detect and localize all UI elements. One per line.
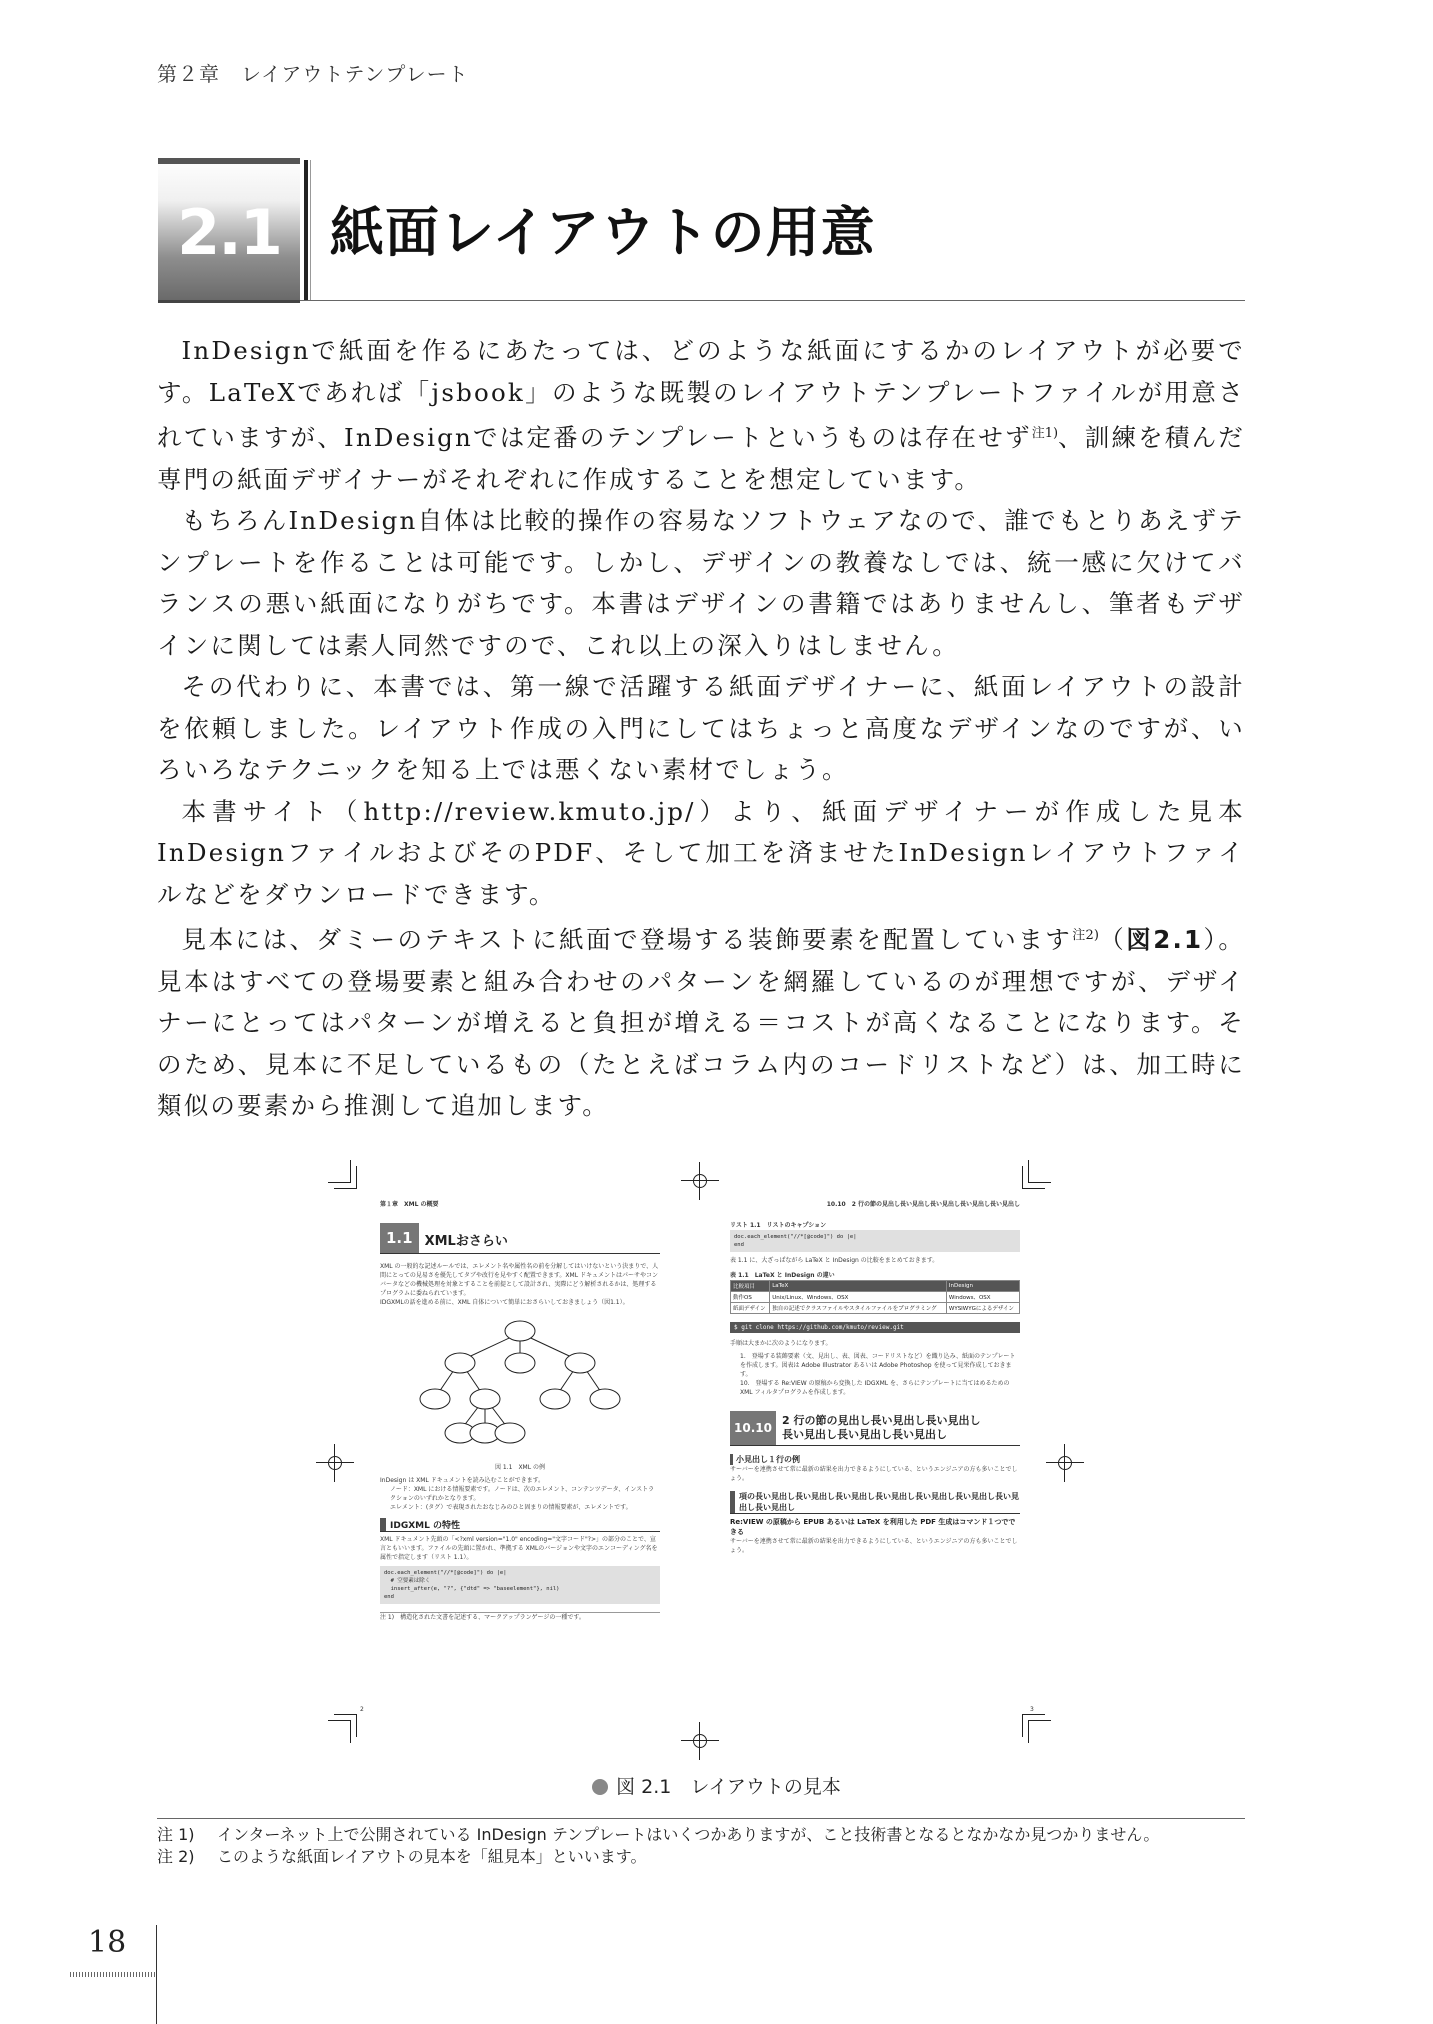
section-number-box [158,158,300,300]
right-running-head: 10.10 2 行の節の見出し長い見出し長い見出し長い見出し長い見出し [826,1201,1020,1208]
left-footnote: 注 1) 構造化された文書を記述する、マークアップランゲージの一種です。 [380,1612,660,1622]
footnotes [157,1824,1159,1868]
right-sub-rule [730,1513,1020,1514]
paragraph-1-text-b: 、訓練を積んだ専門の紙面デザイナーがそれぞれに作成することを想定しています。 [157,423,1245,494]
left-running-head: 第１章 XML の概要 [380,1201,439,1208]
sample-page-left [360,1200,660,1713]
right-sub-heading-2: 項の長い見出し長い見出し長い見出し長い見出し長い見出し長い見出し長い見出し長い見出し [730,1491,1020,1513]
right-list-caption: リスト 1.1 リストのキャプション [730,1222,827,1229]
registration-mark-right [1052,1450,1078,1476]
right-sub-heading-3: Re:VIEW の原稿から EPUB あるいは LaTeX を利用した PDF 生成はコマンド１つでできる [730,1518,1016,1536]
right-command-bar: $ git clone https://github.com/kmuto/review.git [730,1322,1020,1333]
table-cell: 紙面デザイン [731,1303,770,1314]
table-cell: LaTeX [770,1281,947,1292]
running-head: 第２章 レイアウトテンプレート [157,62,469,86]
title-divider [304,160,308,300]
paragraph-4: 本書サイト（http://review.kmuto.jp/）より、紙面デザイナーが作成した見本InDesignファイルおよびそのPDF、そして加工を済ませたInDesignレイアウトファイルなどをダウンロードできます。 [157,796,1245,909]
crop-mark-bl-inner [334,1714,357,1737]
crop-mark-tl-inner [334,1166,357,1189]
right-section-title: 2 行の節の見出し長い見出し長い見出し 長い見出し長い見出し長い見出し [781,1414,981,1441]
left-figure-caption: 図 1.1 XML の例 [495,1464,545,1471]
right-step-intro: 手順は大まかに次のようになります。 [730,1340,832,1347]
right-code-block: doc.each_element("//*[@code]") do |e| end [730,1230,1020,1252]
table-row [731,1303,1020,1314]
title-underline-bold [158,300,300,303]
registration-mark-left [322,1450,348,1476]
footnote-2 [157,1846,1159,1868]
footnote-1 [157,1824,1159,1846]
table-row [731,1292,1020,1303]
left-paragraph: XML の一般的な記述ルールでは、エレメント名や属性名の前を分解してはいけないという決まりで、人間にとっての見易さを優先してタブや改行を見やすく配置できます。XML ドキュメントはパーサやコンバータなどの機械処理を対象とすることを前提として設計され、実際にどう解析されるかは、処理するプログラムに委ねられています。 [380,1263,659,1297]
right-sub-text-3: サーバーを連携させて常に最新の結果を出力できるようにしている、というエンジニアの方も多いことでしょう。 [730,1538,1018,1554]
left-section-title: XMLおさらい [424,1234,508,1249]
folio-rule [156,1925,157,2024]
section-title: 紙面レイアウトの用意 [330,201,876,264]
footnote-mark: 注 1) [157,1825,195,1844]
registration-mark-bottom [687,1728,713,1754]
left-folio: 2 [360,1706,364,1713]
left-bullet-2: エレメント：(タグ）で表現されたおなじみのひと固まりの情報要素が、エレメントです。 [390,1504,632,1511]
left-section-rule [380,1253,660,1254]
xml-tree-diagram [380,1313,660,1463]
paragraph-1 [157,330,1245,500]
right-sub-heading-1: 小見出し１行の例 [730,1454,1020,1465]
footnote-rule [157,1818,1245,1819]
page-number: 18 [88,1925,127,1960]
section-number-band [158,158,300,164]
title-underline [300,300,1245,301]
right-section-rule [730,1445,1020,1446]
right-sub-text-1: サーバーを連携させて常に最新の結果を出力できるようにしている、というエンジニアの方も多いことでしょう。 [730,1466,1018,1482]
figure-caption-text: 図 2.1 レイアウトの見本 [616,1776,841,1798]
right-section-heading [730,1411,1020,1445]
left-code-block: doc.each_element("//*[@code]") do |e| # 空要素は除く insert_after(e, "?", {"dtd" => "baseelement"}, nil) end [380,1566,660,1604]
left-sub-paragraph: XML ドキュメント先頭の「<?xml version="1.0" encoding="文字コード"?>」の部分のことで、宣言ともいいます。ファイルの先頭に置かれ、準拠する XMLのバージョンや文字のエンコーディング名を属性で指定します（リスト 1.1）。 [380,1536,658,1561]
footnote-text: インターネット上で公開されている InDesign テンプレートはいくつかありますが、こと技術書となるとなかなか見つかりません。 [217,1825,1160,1844]
table-cell: Unix/Linux、Windows、OSX [770,1292,947,1303]
folio-dots [70,1972,156,1977]
figure-ref-close: ） [1203,925,1219,954]
table-cell: Windows、OSX [946,1292,1019,1303]
left-section-number: 1.1 [380,1223,419,1253]
right-section-number: 10.10 [730,1411,776,1445]
paragraph-5-text-a: 見本には、ダミーのテキストに紙面で登場する装飾要素を配置しています [181,925,1073,954]
left-after-text: InDesign は XML ドキュメントを読み込むことができます。 [380,1477,545,1484]
table-cell: 比較項目 [731,1281,770,1292]
right-folio: 3 [1030,1706,1034,1713]
paragraph-5-text-b: 。見本はすべての登場要素と組み合わせのパターンを網羅しているのが理想ですが、デザイナーにとってはパターンが増えると負担が増える＝コストが高くなることになります。そのため、見本に不足しているもの（たとえばコラム内のコードリストなど）は、加工時に類似の要素から推測して追加します。 [157,925,1246,1120]
figure-layout-sample [290,1160,1090,1770]
table-cell: 独自の記述でクラスファイルやスタイルファイルをプログラミング [770,1303,947,1314]
title-divider-thin [310,160,311,300]
paragraph-3: その代わりに、本書では、第一線で活躍する紙面デザイナーに、紙面レイアウトの設計を依頼しました。レイアウト作成の入門にしてはちょっと高度なデザインなのですが、いろいろなテクニックを知る上では悪くない素材でしょう。 [157,672,1245,784]
left-bullet-1: ノード：XML における情報要素です。ノードは、次のエレメント、コンテンツデータ、インストラクションのいずれかとなります。 [390,1486,655,1502]
footnote-text: このような紙面レイアウトの見本を「組見本」といいます。 [217,1847,647,1866]
footnote-ref-2[interactable]: 注2) [1072,928,1099,943]
paragraph-5 [157,915,1245,1127]
body-text [157,330,1245,1127]
paragraph-1-text-a: InDesignで紙面を作るにあたっては、どのような紙面にするかのレイアウトが必要です。LaTeXであれば「jsbook」のような既製のレイアウトテンプレートファイルが用意されていますが、InDesignでは定番のテンプレートというものは存在せず [157,336,1245,452]
left-paragraph-2: IDGXMLの話を進める前に、XML 自体について簡単におさらいしておきましょう（図1.1）。 [380,1299,629,1306]
registration-mark-top [687,1168,713,1194]
figure-reference[interactable]: 図2.1 [1126,925,1204,954]
caption-bullet-icon [592,1779,608,1795]
right-table-caption: 表 1.1 LaTeX と InDesign の違い [730,1272,835,1279]
table-cell: InDesign [946,1281,1019,1292]
left-subheading: IDGXML の特性 [380,1518,660,1531]
comparison-table [730,1280,1020,1314]
crop-mark-tr-inner [1022,1166,1045,1189]
right-step-1: 1. 登場する装飾要素（文、見出し、表、図表、コードリストなど）を織り込み、紙面のテンプレートを作成します。図表は Adobe Illustrator あるいは Adobe Photoshop を使って見栄作成しておきます。 [740,1353,1016,1378]
right-intro: 表 1.1 に、大ざっぱながら LaTeX と InDesign の比較をまとめておきます。 [730,1257,939,1264]
crop-mark-br-inner [1022,1714,1045,1737]
paragraph-2: もちろんInDesign自体は比較的操作の容易なソフトウェアなので、誰でもとりあえずテンプレートを作ることは可能です。しかし、デザインの教養なしでは、統一感に欠けてバランスの悪い紙面になりがちです。本書はデザインの書籍ではありませんし、筆者もデザインに関しては素人同然ですので、これ以上の深入りはしません。 [157,506,1245,660]
footnote-ref-1[interactable]: 注1) [1031,426,1059,441]
section-number: 2.1 [177,196,281,269]
table-cell: WYSIWYGによるデザイン [946,1303,1019,1314]
right-step-2: 10. 登場する Re:VIEW の原稿から変換した IDGXML を、さらにテンプレートに当てはめるための XML フィルタプログラムを作成します。 [740,1380,1010,1396]
sample-page-right [730,1200,1034,1713]
left-subheading-rule [380,1531,660,1532]
left-section-heading [380,1223,660,1253]
footnote-mark: 注 2) [157,1847,195,1866]
table-header-row [731,1281,1020,1292]
table-cell: 動作OS [731,1292,770,1303]
figure-ref-open: （ [1098,925,1127,954]
figure-caption [0,1772,1433,1799]
